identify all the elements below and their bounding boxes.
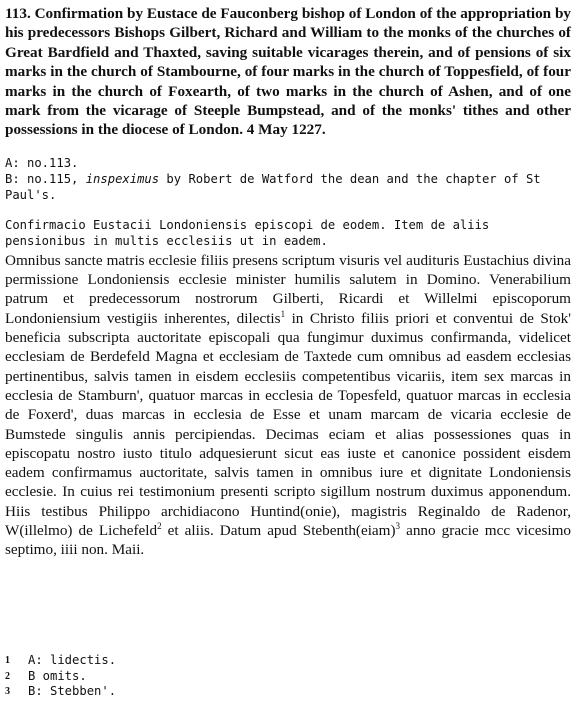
footnote [5,653,405,669]
footnote-ref-2: 2 [157,520,162,531]
charter-text [5,251,571,560]
footnote-ref-3: 3 [395,520,401,531]
rubric: Confirmacio Eustacii Londoniensis episcopi de eodem. Item de aliis pensionibus in multis ecclesiis ut in eadem. [5,217,490,248]
footnote-text: A: lidectis. [28,653,117,667]
charter-number: 113. [5,5,31,22]
footnotes [5,653,405,700]
footnote-ref-1: 1 [280,308,286,319]
document-page [5,4,571,560]
manuscript-list [5,155,571,203]
footnote-text: B: Stebben'. [28,684,117,699]
footnote-number: 2 [5,670,10,682]
footnote-number: 1 [5,655,10,666]
footnote-number: 3 [5,686,10,698]
footnote [5,669,405,685]
charter-summary: Confirmation by Eustace de Fauconberg bishop of London of the appropriation by his predecessors Bishops Gilbert, Richard and William to the monks of the churches of Great Bardfield and Thaxted, saving suitable vicarages therein, and of pensions of six marks in the church of Stambourne, of four marks in the church of Toppesfield, of four marks in the church of Foxearth, of two marks in the church of Ashen, and of one mark from the vicarage of Steeple Bumpstead, and of the monks' tithes and other possessions in the diocese of London. 4 May 1227. [5,5,572,139]
manuscript-b-rest: by Robert de Watford the dean and the chapter of St Paul's. [5,171,541,202]
manuscript-b-italic: inspeximus [85,171,160,186]
manuscript-b [5,171,571,203]
charter-text-part3: et aliis. Datum apud Stebenth(eiam) [161,522,396,539]
charter-text-part4: anno gracie mcc vicesimo septimo, iiii non. Maii. [5,522,571,559]
charter-text-part1: Omnibus sancte matris ecclesie filiis presens scriptum visuris vel audituris Eustachius divina permissione Londoniensis ecclesie minister humilis salutem in Domino. Venerabilium patrum et predecessorum nostrorum Gilberti, Ricardi et Willelmi episcoporum Londoniensium vestigiis inherentes, dilectis [5,251,571,327]
footnote [5,684,405,700]
manuscript-b-prefix: B: no.115, [5,171,86,186]
charter-text-part2: in Christo filiis priori et conventui de Stok' beneficia subscripta auctoritate episcopali qua fungimur duximus confirmanda, videlicet ecclesiam de Berdefeld Magna et ecclesiam de Taxtede cum omnibus ad easdem ecclesias pertinentibus, salvis tamen in eisdem ecclesiis competentibus vicariis, item sex marcas in ecclesia de Stamburn', quatuor marcas in ecclesia de Topesfeld, quatuor marcas in ecclesia de Foxerd', duas marcas in ecclesia de Esse et unam marcam de vicaria ecclesie de Bumstede singulis annis percipiendas. Decimas eciam et alias possessiones quas in episcopatu nostro iusto titulo adquesierunt sicut eas iuste et canonice possident eisdem eadem confirmamus auctoritate, salvis tamen in omnibus iure et dignitate Londoniensis ecclesie. In cuius rei testimonium presenti scripto sigillum nostrum duximus apponendum. Hiis testibus Philippo archidiacono Huntind(onie), magistris Reginaldo de Radenor, W(illelmo) de Lichefeld [5,309,571,539]
footnote-text: B omits. [28,668,87,683]
manuscript-a: A: no.113. [5,155,79,170]
charter-heading [5,4,571,140]
